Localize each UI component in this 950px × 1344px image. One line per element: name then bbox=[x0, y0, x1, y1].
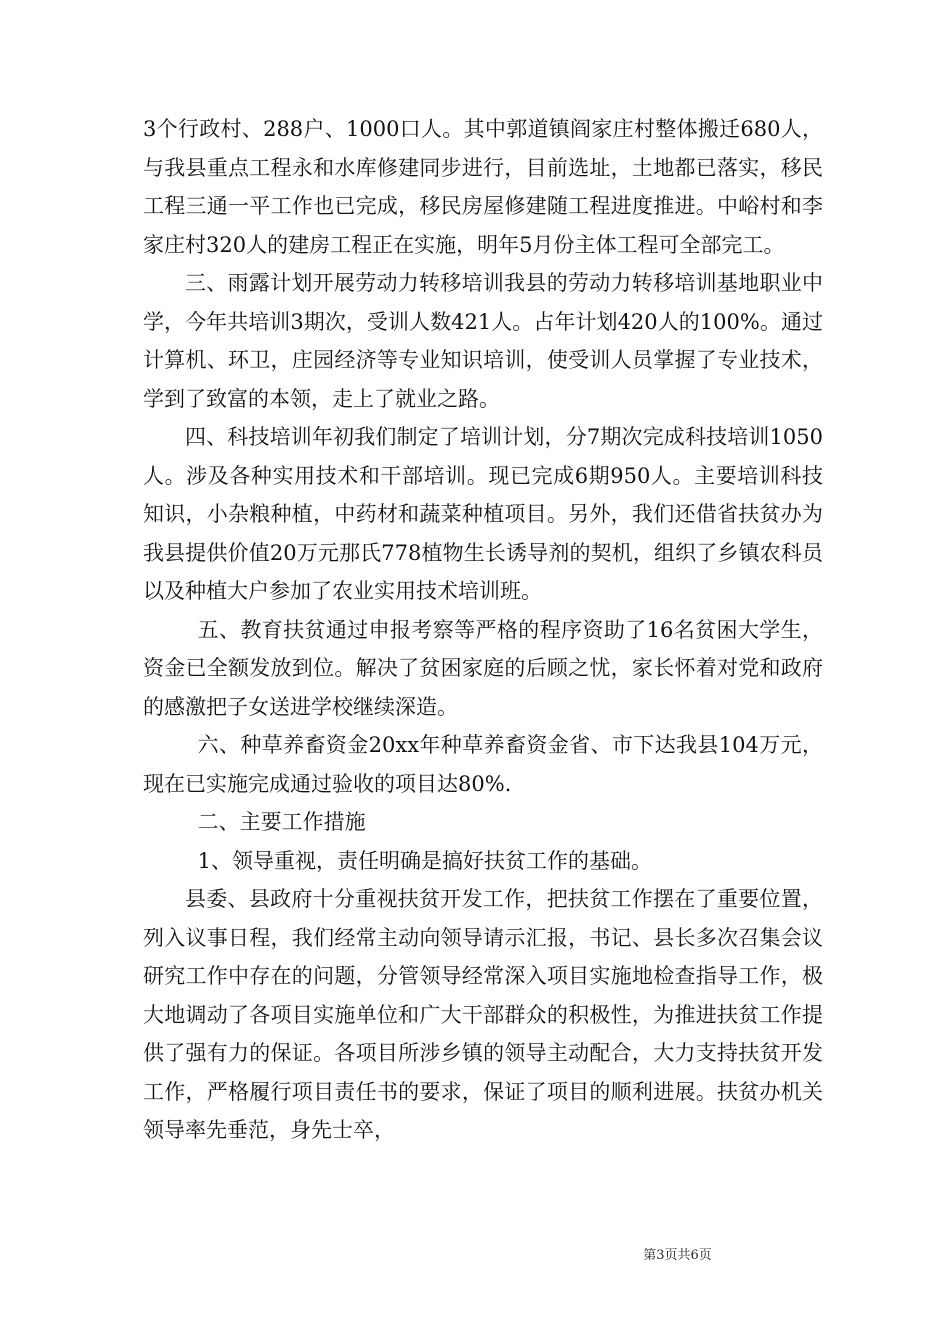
paragraph-grass-livestock: 六、种草养畜资金20xx年种草养畜资金省、市下达我县104万元，现在已实施完成通过验收的项目达80%. bbox=[143, 733, 823, 796]
paragraph-education-aid: 五、教育扶贫通过申报考察等严格的程序资助了16名贫困大学生，资金已全额发放到位。解决了贫困家庭的后顾之忧，家长怀着对党和政府的感激把子女送进学校继续深造。 bbox=[143, 617, 823, 719]
subheading-leadership: 1、领导重视，责任明确是搞好扶贫工作的基础。 bbox=[197, 848, 652, 873]
paragraph-relocation: 3个行政村、288户、1000口人。其中郭道镇阎家庄村整体搬迁680人，与我县重点工程永和水库修建同步进行，目前选址，土地都已落实，移民工程三通一平工作也已完成，移民房屋修建随工程进度推进。中峪村和李家庄村320人的建房工程正在实施，明年5月份主体工程可全部完工。 bbox=[143, 117, 823, 257]
paragraph-yulu-plan: 三、雨露计划开展劳动力转移培训我县的劳动力转移培训基地职业中学，今年共培训3期次，受训人数421人。占年计划420人的100%。通过计算机、环卫，庄园经济等专业知识培训，使受训人员掌握了专业技术，学到了致富的本领，走上了就业之路。 bbox=[143, 271, 823, 411]
section-heading-measures: 二、主要工作措施 bbox=[197, 810, 366, 834]
paragraph-tech-training: 四、科技培训年初我们制定了培训计划，分7期次完成科技培训1050人。涉及各种实用技术和干部培训。现已完成6期950人。主要培训科技知识，小杂粮种植，中药材和蔬菜种植项目。另外，我们还借省扶贫办为我县提供价值20万元那氏778植物生长诱导剂的契机，组织了乡镇农科员以及种植大户参加了农业实用技术培训班。 bbox=[143, 425, 823, 603]
paragraph-leadership: 县委、县政府十分重视扶贫开发工作，把扶贫工作摆在了重要位置，列入议事日程，我们经常主动向领导请示汇报，书记、县长多次召集会议研究工作中存在的问题，分管领导经常深入项目实施地检查指导工作，极大地调动了各项目实施单位和广大干部群众的积极性，为推进扶贫工作提供了强有力的保证。各项目所涉乡镇的领导主动配合，大力支持扶贫开发工作，严格履行项目责任书的要求，保证了项目的顺利进展。扶贫办机关领导率先垂范，身先士卒， bbox=[143, 887, 823, 1142]
document-body bbox=[143, 110, 823, 1150]
page-number: 第3页共6页 bbox=[643, 1248, 712, 1263]
